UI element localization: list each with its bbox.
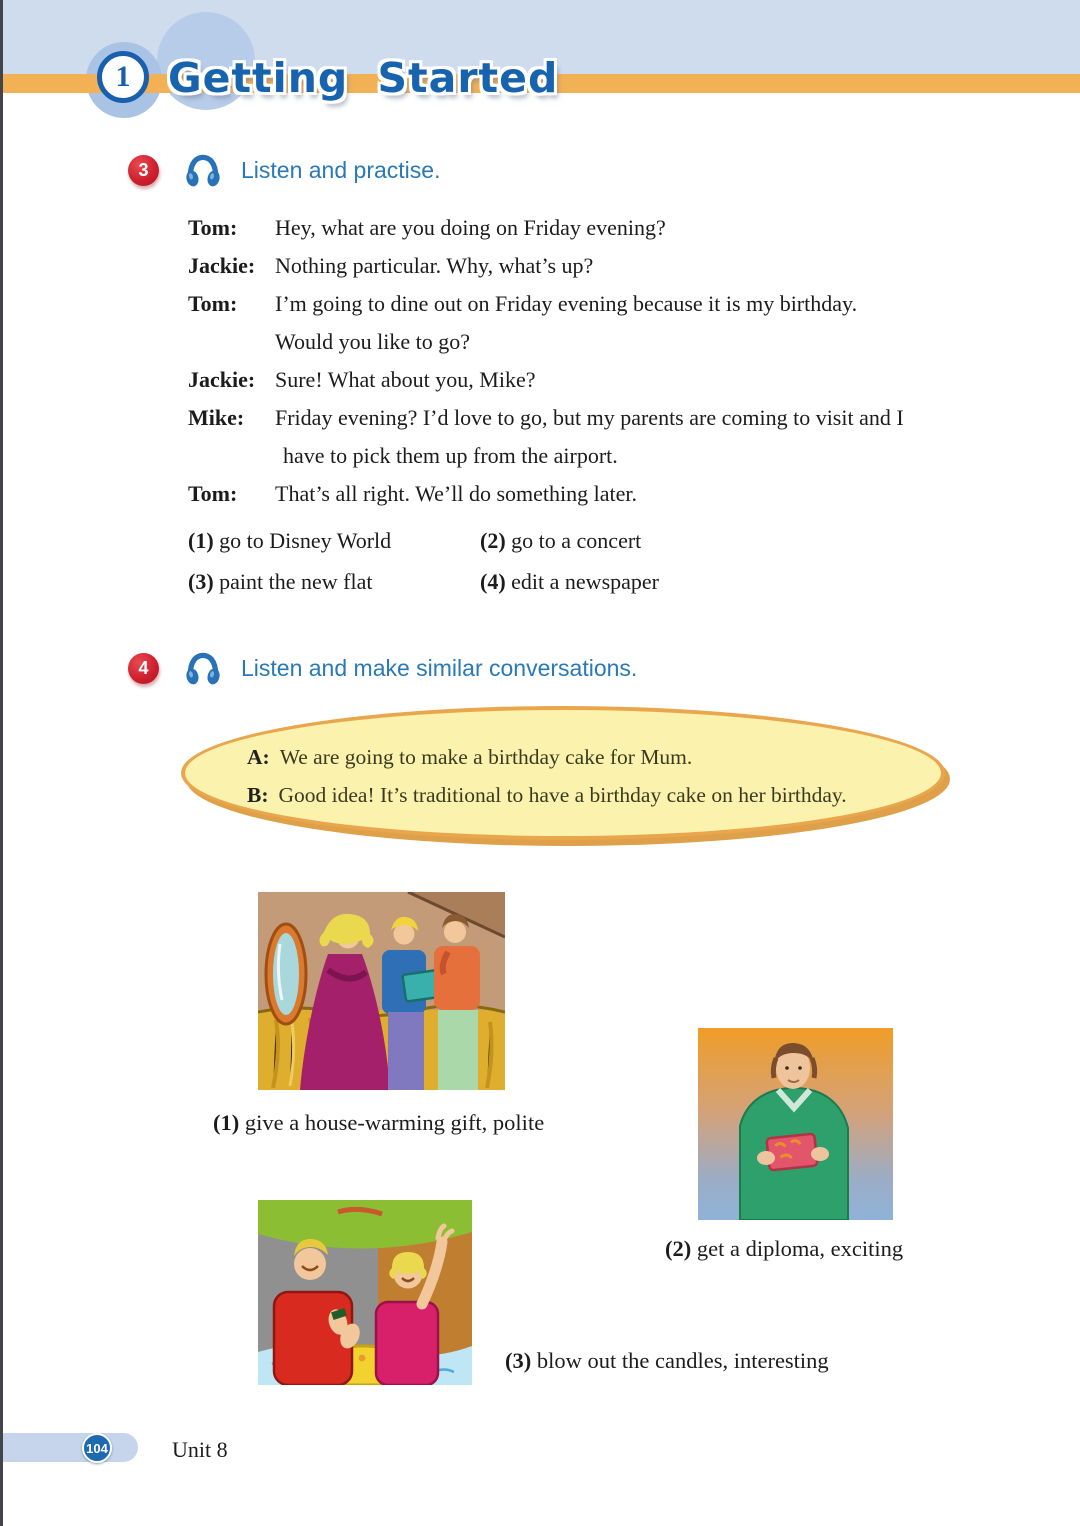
option-number: (1): [188, 528, 214, 553]
caption-2-number: (2): [665, 1236, 692, 1261]
option-item: [480, 569, 659, 595]
option-text: paint the new flat: [219, 569, 373, 594]
speech-text: have to pick them up from the airport.: [283, 443, 618, 468]
activity-4-header: [128, 650, 637, 686]
speaker-name: Mike:: [188, 405, 245, 430]
dialogue-block: [188, 216, 978, 520]
example-label-a: A:: [247, 745, 270, 769]
option-number: (3): [188, 569, 214, 594]
speaker-name: Tom:: [188, 291, 238, 316]
option-text: go to a concert: [511, 528, 642, 553]
option-number: (2): [480, 528, 506, 553]
activity-3-header: [128, 152, 440, 188]
dialogue-line: [188, 330, 978, 353]
option-item: [480, 528, 659, 554]
speech-text: Sure! What about you, Mike?: [275, 367, 536, 392]
example-text-b: Good idea! It’s traditional to have a birthday cake on her birthday.: [278, 783, 847, 807]
footer-pill: [0, 1433, 138, 1462]
caption-3-number: (3): [505, 1348, 532, 1373]
option-text: go to Disney World: [219, 528, 392, 553]
page-title: Getting Started: [168, 54, 559, 102]
activity-number-badge: 4: [128, 653, 159, 684]
page-number-badge: 104: [82, 1433, 112, 1463]
dialogue-line: [188, 406, 978, 429]
activity-4-heading: Listen and make similar conversations.: [241, 654, 638, 681]
speaker-name: [188, 330, 275, 353]
caption-2: [665, 1236, 903, 1262]
caption-1: [213, 1110, 544, 1136]
speaker-name: Tom:: [188, 215, 238, 240]
caption-3-text: blow out the candles, interesting: [536, 1348, 829, 1373]
speech-text: I’m going to dine out on Friday evening because it is my birthday.: [275, 291, 858, 316]
dialogue-line: [188, 368, 978, 391]
example-text-a: We are going to make a birthday cake for Mum.: [279, 745, 693, 769]
option-number: (4): [480, 569, 506, 594]
speech-text: That’s all right. We’ll do something later.: [275, 481, 637, 506]
example-line-a: [247, 746, 941, 768]
speaker-name: Jackie:: [188, 367, 256, 392]
option-item: [188, 569, 480, 595]
example-line-b: [247, 784, 941, 806]
dialogue-line: [188, 254, 978, 277]
speech-text: Nothing particular. Why, what’s up?: [275, 253, 594, 278]
page-left-edge: [0, 0, 3, 1526]
dialogue-line: [188, 482, 978, 505]
dialogue-line: [188, 292, 978, 315]
headphones-icon: [184, 650, 222, 686]
activity-3-heading: Listen and practise.: [241, 156, 441, 183]
speech-text: Would you like to go?: [275, 329, 470, 354]
part-number-badge: 1: [97, 51, 149, 103]
caption-3: [505, 1348, 829, 1374]
dialogue-line: [188, 444, 978, 467]
option-item: [188, 528, 480, 554]
headphones-icon: [184, 152, 222, 188]
caption-2-text: get a diploma, exciting: [696, 1236, 904, 1261]
example-speech-bubble: [181, 706, 945, 840]
illustration-blow-candles: [258, 1200, 472, 1385]
illustration-housewarming-gift: [258, 892, 505, 1090]
speaker-name: Jackie:: [188, 253, 256, 278]
activity-number-badge: 3: [128, 155, 159, 186]
speech-text: Friday evening? I’d love to go, but my parents are coming to visit and I: [275, 405, 904, 430]
dialogue-line: [188, 216, 978, 239]
caption-1-text: give a house-warming gift, polite: [244, 1110, 545, 1135]
example-label-b: B:: [247, 783, 269, 807]
speech-text: Hey, what are you doing on Friday evening?: [275, 215, 666, 240]
speaker-name: [188, 444, 275, 467]
speaker-name: Tom:: [188, 481, 238, 506]
substitution-options: [188, 528, 659, 595]
option-text: edit a newspaper: [511, 569, 659, 594]
illustration-get-diploma: [698, 1028, 893, 1220]
caption-1-number: (1): [213, 1110, 240, 1135]
unit-label: Unit 8: [172, 1437, 228, 1462]
